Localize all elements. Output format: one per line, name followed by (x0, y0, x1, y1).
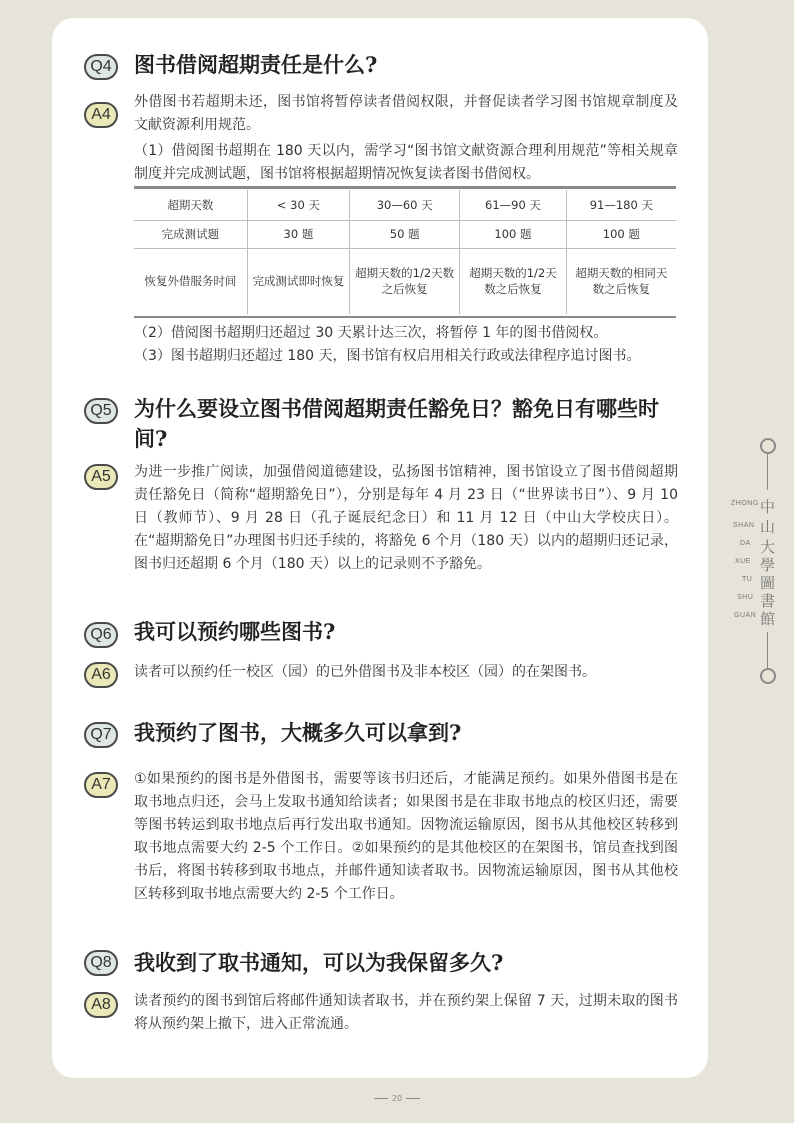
pinyin-label: ZHONG (731, 500, 759, 507)
divider (767, 632, 768, 668)
hanzi-label: 圖 (760, 574, 776, 592)
question-badge-q8: Q8 (84, 950, 118, 976)
question-badge-q5: Q5 (84, 398, 118, 424)
table-cell: 91—180 天 (566, 190, 676, 220)
answer-text-a7: ①如果预约的图书是外借图书，需要等该书归还后，才能满足预约。如果外借图书是在取书地点归还，会马上发取书通知给读者；如果图书是在非取书地点的校区归还，需要等图书转运到取书地点后再行发出取书通知。因物流运输原因，图书从其他校区转移到取书地点需要大约 2-5 个工作日。②如果预约的是其他校区的在架图书，馆员查找到图书后，将图书转移到取书地点，并邮件通知读者取书。因物流运输原因，图书从其他校区转移到取书地点需要大约 2-5 个工作日。 (134, 771, 678, 902)
pinyin-label: TU (742, 576, 753, 583)
answer-item-3: （3）图书超期归还超过 180 天，图书馆有权启用相关行政或法律程序追讨图书。 (134, 348, 641, 364)
pinyin-label: GUAN (734, 612, 757, 619)
table-row (134, 248, 676, 314)
answer-badge-a4: A4 (84, 102, 118, 128)
pinyin-label: SHU (737, 594, 754, 601)
hanzi-label: 中 (760, 498, 776, 516)
table-cell: 完成测试即时恢复 (247, 248, 349, 314)
table-top-rule (134, 186, 676, 189)
answer-text-a6: 读者可以预约任一校区（园）的已外借图书及非本校区（园）的在架图书。 (134, 664, 596, 680)
page-number: 20 (391, 1094, 403, 1103)
table-cell: 超期天数的相同天数之后恢复 (566, 248, 676, 314)
question-title-q5: 为什么要设立图书借阅超期责任豁免日？豁免日有哪些时间? (134, 396, 659, 451)
pinyin-label: DA (740, 540, 751, 547)
question-title-q6: 我可以预约哪些图书? (134, 619, 336, 644)
page-footer (0, 1094, 794, 1103)
answer-badge-a7: A7 (84, 772, 118, 798)
table-cell: 50 题 (350, 220, 460, 248)
question-badge-q4: Q4 (84, 54, 118, 80)
question-title-q7: 我预约了图书，大概多久可以拿到? (134, 720, 462, 745)
table-cell: 61—90 天 (460, 190, 566, 220)
hanzi-label: 書 (760, 592, 776, 610)
library-side-mark (731, 438, 790, 688)
circle-icon (760, 668, 776, 684)
pinyin-label: XUE (735, 558, 751, 565)
answer-text-a4: 外借图书若超期未还，图书馆将暂停读者借阅权限，并督促读者学习图书馆规章制度及文献资源利用规范。 (134, 94, 678, 133)
table-cell: 超期天数 (134, 190, 247, 220)
table-cell: 100 题 (460, 220, 566, 248)
table-bottom-rule (134, 316, 676, 318)
answer-text-a8: 读者预约的图书到馆后将邮件通知读者取书，并在预约架上保留 7 天，过期未取的图书将从预约架上撤下，进入正常流通。 (134, 993, 678, 1032)
table-row (134, 190, 676, 220)
hanzi-label: 館 (760, 610, 776, 628)
circle-icon (760, 438, 776, 454)
answer-badge-a8: A8 (84, 992, 118, 1018)
divider (767, 454, 768, 490)
answer-badge-a6: A6 (84, 662, 118, 688)
table-cell: 30 题 (247, 220, 349, 248)
question-title-q8: 我收到了取书通知，可以为我保留多久? (134, 950, 504, 975)
question-badge-q7: Q7 (84, 722, 118, 748)
hanzi-label: 學 (760, 556, 776, 574)
question-badge-q6: Q6 (84, 622, 118, 648)
hanzi-label: 大 (760, 538, 776, 556)
answer-text-a5: 为进一步推广阅读，加强借阅道德建设，弘扬图书馆精神，图书馆设立了图书借阅超期责任豁免日（简称“超期豁免日”），分别是每年 4 月 23 日（“世界读书日”）、9 月 10 日（教师节）、9 月 28 日（孔子诞辰纪念日）和 11 月 12 日（中山大学校庆日）。在“超期豁免日”办理图书归还手续的，将豁免 6 个月（180 天）以内的超期归还记录，图书归还超期 6 个月（180 天）以上的记录则不予豁免。 (134, 464, 678, 572)
table-cell: 恢复外借服务时间 (144, 274, 237, 289)
overdue-table (134, 190, 676, 314)
question-title-q4: 图书借阅超期责任是什么? (134, 52, 378, 77)
table-cell: 100 题 (566, 220, 676, 248)
table-cell: 30—60 天 (350, 190, 460, 220)
table-cell: 完成测试题 (134, 220, 247, 248)
answer-item-1: （1）借阅图书超期在 180 天以内，需学习“图书馆文献资源合理利用规范”等相关规章制度并完成测试题，图书馆将根据超期情况恢复读者图书借阅权。 (134, 143, 678, 182)
hanzi-label: 山 (760, 518, 776, 536)
answer-item-2: （2）借阅图书超期归还超过 30 天累计达三次，将暂停 1 年的图书借阅权。 (134, 325, 608, 341)
table-cell: < 30 天 (247, 190, 349, 220)
pinyin-label: SHAN (733, 522, 755, 529)
table-cell: 超期天数的1/2天数之后恢复 (460, 248, 566, 314)
table-cell: 超期天数的1/2天数之后恢复 (350, 248, 460, 314)
table-row (134, 220, 676, 248)
answer-badge-a5: A5 (84, 464, 118, 490)
